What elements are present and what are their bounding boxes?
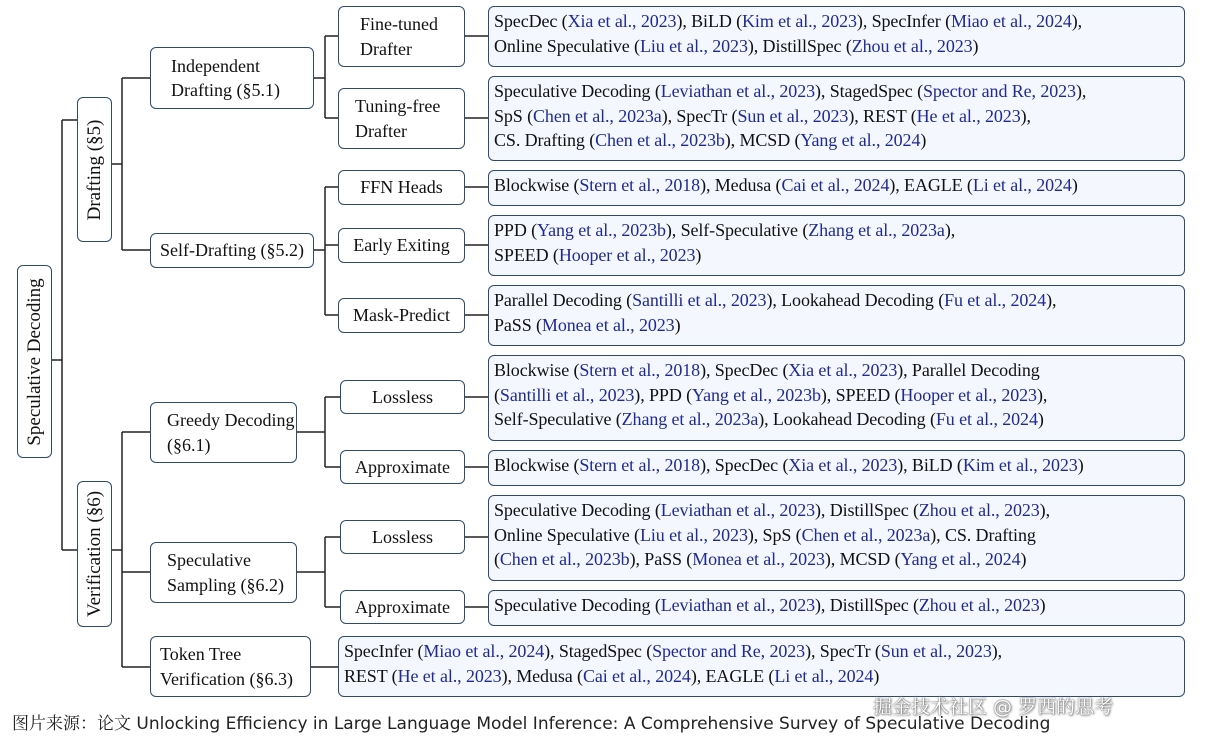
reference-text: ), StagedSpec ( xyxy=(544,641,653,661)
citation-link[interactable]: He et al., 2023 xyxy=(397,665,502,686)
citation-link[interactable]: Leviathan et al., 2023 xyxy=(660,500,815,520)
reference-text: ), SPEED ( xyxy=(820,384,901,405)
reference-text: SPEED ( xyxy=(494,244,559,265)
citation-link[interactable]: Zhou et al., 2023 xyxy=(918,595,1040,615)
citation-link[interactable]: Leviathan et al., 2023 xyxy=(660,81,815,101)
reference-text: ) xyxy=(674,314,681,335)
citation-link[interactable]: Zhang et al., 2023a xyxy=(808,220,945,240)
reference-line xyxy=(494,498,1178,523)
sampling-lossless-node xyxy=(340,520,465,554)
reference-line xyxy=(494,383,1178,408)
citation-link[interactable]: Yang et al., 2024 xyxy=(800,130,921,150)
citation-link[interactable]: Zhou et al., 2023 xyxy=(851,35,973,56)
sampling-approximate-node xyxy=(340,590,465,624)
reference-line xyxy=(344,664,1178,689)
mask-predict-node xyxy=(338,298,465,333)
reference-text: PaSS ( xyxy=(494,314,542,335)
reference-text: ) xyxy=(1039,595,1046,615)
reference-text: ), BiLD ( xyxy=(676,11,743,31)
sampling-approximate-works xyxy=(488,590,1185,626)
reference-text: ), xyxy=(1071,11,1083,31)
reference-text: ), PPD ( xyxy=(634,384,693,405)
reference-text: ), xyxy=(1046,290,1057,310)
root-node xyxy=(17,265,52,458)
citation-link[interactable]: Sun et al., 2023 xyxy=(737,105,849,126)
mask-predict-works xyxy=(488,285,1185,346)
citation-link[interactable]: Stern et al., 2018 xyxy=(579,175,701,195)
reference-text: ), xyxy=(1039,500,1050,520)
reference-text: ), SpecTr ( xyxy=(805,641,881,661)
citation-link[interactable]: Santilli et al., 2023 xyxy=(499,384,635,405)
reference-text: ), Lookahead Decoding ( xyxy=(758,409,936,429)
reference-text: ), SpecDec ( xyxy=(700,455,789,475)
reference-line xyxy=(494,128,1178,153)
drafting-node xyxy=(77,97,112,242)
citation-link[interactable]: Stern et al., 2018 xyxy=(579,455,701,475)
citation-link[interactable]: Cai et al., 2024 xyxy=(781,175,890,195)
watermark: 掘金技术社区 @ 罗西的思考 xyxy=(873,696,1114,718)
citation-link[interactable]: Stern et al., 2018 xyxy=(579,360,701,380)
reference-text: ) xyxy=(873,665,880,686)
citation-link[interactable]: Miao et al., 2024 xyxy=(950,11,1072,31)
reference-text: Blockwise ( xyxy=(494,360,580,380)
reference-text: ), SpS ( xyxy=(747,524,802,545)
citation-link[interactable]: Liu et al., 2023 xyxy=(639,524,748,545)
independent-drafting-label: Independent Drafting (§5.1) xyxy=(171,55,280,100)
citation-link[interactable]: Chen et al., 2023a xyxy=(533,105,662,126)
reference-text: ) xyxy=(1037,409,1044,429)
reference-text: ), xyxy=(1020,105,1031,126)
citation-link[interactable]: Santilli et al., 2023 xyxy=(632,290,767,310)
citation-link[interactable]: Yang et al., 2023b xyxy=(537,220,666,240)
reference-text: CS. Drafting ( xyxy=(494,130,596,150)
citation-link[interactable]: Li et al., 2024 xyxy=(774,665,874,686)
token-tree-verification-node xyxy=(150,636,311,697)
greedy-lossless-works xyxy=(488,355,1185,441)
speculative-sampling-label: Speculative Sampling (§6.2) xyxy=(167,550,284,595)
fine-tuned-drafter-label: Fine-tuned Drafter xyxy=(360,14,438,59)
reference-text: Speculative Decoding ( xyxy=(494,500,661,520)
greedy-lossless-label: Lossless xyxy=(371,386,433,407)
figure-caption: 图片来源：论文 Unlocking Efficiency in Large Language Model Inference: A Comprehensive Survey of Speculative Decoding xyxy=(12,714,1051,734)
greedy-approximate-node xyxy=(340,450,465,484)
citation-link[interactable]: Liu et al., 2023 xyxy=(639,35,748,56)
root-label: Speculative Decoding xyxy=(23,277,45,446)
reference-text: ), xyxy=(944,220,956,240)
sampling-lossless-works xyxy=(488,495,1185,581)
reference-line xyxy=(494,34,1178,59)
reference-text: ), DistillSpec ( xyxy=(815,595,919,615)
reference-text: Self-Speculative ( xyxy=(494,409,622,429)
self-drafting-label: Self-Drafting (§5.2) xyxy=(160,240,304,261)
verification-label: Verification (§6) xyxy=(83,490,105,618)
sampling-approximate-label: Approximate xyxy=(355,596,450,617)
reference-text: ) xyxy=(1020,549,1027,569)
drafting-label: Drafting (§5) xyxy=(83,119,105,220)
fine-tuned-drafter-works xyxy=(488,6,1185,67)
fine-tuned-drafter-node xyxy=(338,6,465,67)
citation-link[interactable]: Leviathan et al., 2023 xyxy=(660,595,815,615)
tuning-free-drafter-label: Tuning-free Drafter xyxy=(355,96,441,141)
reference-text: ), SpecTr ( xyxy=(661,105,738,126)
reference-line xyxy=(494,79,1178,104)
reference-text: ) xyxy=(972,35,979,56)
citation-link[interactable]: Cai et al., 2024 xyxy=(582,665,691,686)
reference-text: ), Medusa ( xyxy=(700,175,782,195)
reference-text: ), EAGLE ( xyxy=(690,665,775,686)
greedy-decoding-node xyxy=(150,402,297,463)
independent-drafting-node xyxy=(150,47,314,109)
reference-text: ), Self-Speculative ( xyxy=(665,220,809,240)
reference-text: ), Lookahead Decoding ( xyxy=(766,290,945,310)
reference-line xyxy=(494,288,1178,313)
reference-text: ), xyxy=(991,641,1003,661)
citation-link[interactable]: Monea et al., 2023 xyxy=(541,314,675,335)
citation-link[interactable]: Kim et al., 2023 xyxy=(742,11,857,31)
citation-link[interactable]: Yang et al., 2023b xyxy=(692,384,821,405)
reference-text: SpecInfer ( xyxy=(344,641,424,661)
reference-text: Blockwise ( xyxy=(494,175,580,195)
reference-text: Online Speculative ( xyxy=(494,35,640,56)
reference-text: ), MCSD ( xyxy=(824,549,901,569)
citation-link[interactable]: Xia et al., 2023 xyxy=(788,360,898,380)
reference-text: ), DistillSpec ( xyxy=(747,35,852,56)
reference-text: PPD ( xyxy=(494,220,538,240)
reference-text: ), BiLD ( xyxy=(897,455,963,475)
citation-link[interactable]: Xia et al., 2023 xyxy=(788,455,898,475)
greedy-decoding-label: Greedy Decoding (§6.1) xyxy=(167,410,295,455)
reference-text: ), DistillSpec ( xyxy=(815,500,919,520)
reference-text: SpS ( xyxy=(494,105,534,126)
greedy-approximate-works xyxy=(488,450,1185,486)
reference-line xyxy=(494,104,1178,129)
reference-line xyxy=(494,523,1178,548)
reference-text: ), Parallel Decoding xyxy=(897,360,1040,380)
reference-text: ( xyxy=(494,549,500,569)
reference-line xyxy=(494,407,1178,432)
greedy-lossless-node xyxy=(340,380,465,414)
citation-link[interactable]: Fu et al., 2024 xyxy=(944,290,1047,310)
reference-line xyxy=(494,358,1178,383)
reference-line xyxy=(344,639,1178,664)
ffn-heads-works xyxy=(488,170,1185,206)
reference-text: Blockwise ( xyxy=(494,455,580,475)
reference-text: ) xyxy=(1077,455,1084,475)
reference-text: SpecDec ( xyxy=(494,11,568,31)
reference-text: ), xyxy=(1075,81,1087,101)
ffn-heads-label: FFN Heads xyxy=(360,177,443,198)
tuning-free-drafter-node xyxy=(338,88,465,149)
reference-text: ), SpecInfer ( xyxy=(856,11,951,31)
citation-link[interactable]: He et al., 2023 xyxy=(916,105,1021,126)
reference-line xyxy=(494,218,1178,243)
reference-text: ), EAGLE ( xyxy=(889,175,973,195)
reference-text: ), SpecDec ( xyxy=(700,360,789,380)
reference-text: ) xyxy=(920,130,927,150)
reference-text: Online Speculative ( xyxy=(494,524,640,545)
reference-line xyxy=(494,9,1178,34)
citation-link[interactable]: Hooper et al., 2023 xyxy=(900,384,1037,405)
reference-text: ( xyxy=(494,384,500,405)
reference-text: ), REST ( xyxy=(848,105,917,126)
citation-link[interactable]: Kim et al., 2023 xyxy=(962,455,1078,475)
citation-link[interactable]: Xia et al., 2023 xyxy=(567,11,677,31)
reference-line xyxy=(494,243,1178,268)
speculative-sampling-node xyxy=(150,542,297,603)
reference-text: ) xyxy=(695,244,702,265)
reference-line xyxy=(494,313,1178,338)
citation-link[interactable]: Zhou et al., 2023 xyxy=(918,500,1040,520)
sampling-lossless-label: Lossless xyxy=(371,526,433,547)
greedy-approximate-label: Approximate xyxy=(355,456,450,477)
reference-text: ) xyxy=(1071,175,1078,195)
citation-link[interactable]: Spector and Re, 2023 xyxy=(652,641,806,661)
citation-link[interactable]: Chen et al., 2023a xyxy=(801,524,931,545)
reference-line xyxy=(494,593,1178,618)
reference-line xyxy=(494,547,1178,572)
citation-link[interactable]: Spector and Re, 2023 xyxy=(922,81,1076,101)
citation-link[interactable]: Sun et al., 2023 xyxy=(880,641,992,661)
reference-text: ), PaSS ( xyxy=(629,549,693,569)
reference-line xyxy=(494,453,1178,478)
early-exiting-node xyxy=(338,228,465,263)
early-exiting-works xyxy=(488,215,1185,276)
citation-link[interactable]: Zhang et al., 2023a xyxy=(621,409,759,429)
reference-text: ), xyxy=(1036,384,1048,405)
reference-text: ), CS. Drafting xyxy=(930,524,1036,545)
mask-predict-label: Mask-Predict xyxy=(353,305,450,326)
token-tree-verification-works xyxy=(338,636,1185,697)
reference-text: ), StagedSpec ( xyxy=(815,81,923,101)
ffn-heads-node xyxy=(338,170,465,205)
reference-text: Parallel Decoding ( xyxy=(494,290,633,310)
self-drafting-node xyxy=(150,233,314,268)
reference-text: ), MCSD ( xyxy=(724,130,801,150)
citation-link[interactable]: Yang et al., 2024 xyxy=(900,549,1021,569)
reference-line xyxy=(494,173,1178,198)
early-exiting-label: Early Exiting xyxy=(353,235,450,256)
citation-link[interactable]: Chen et al., 2023b xyxy=(595,130,725,150)
reference-text: ), Medusa ( xyxy=(501,665,583,686)
citation-link[interactable]: Chen et al., 2023b xyxy=(499,549,630,569)
citation-link[interactable]: Hooper et al., 2023 xyxy=(558,244,696,265)
verification-node xyxy=(77,481,112,627)
token-tree-verification-label: Token Tree Verification (§6.3) xyxy=(160,644,293,689)
citation-link[interactable]: Li et al., 2024 xyxy=(972,175,1072,195)
citation-link[interactable]: Monea et al., 2023 xyxy=(692,549,825,569)
citation-link[interactable]: Miao et al., 2024 xyxy=(423,641,545,661)
reference-text: REST ( xyxy=(344,665,398,686)
reference-text: Speculative Decoding ( xyxy=(494,595,661,615)
reference-text: Speculative Decoding ( xyxy=(494,81,661,101)
citation-link[interactable]: Fu et al., 2024 xyxy=(935,409,1038,429)
tuning-free-drafter-works xyxy=(488,76,1185,161)
